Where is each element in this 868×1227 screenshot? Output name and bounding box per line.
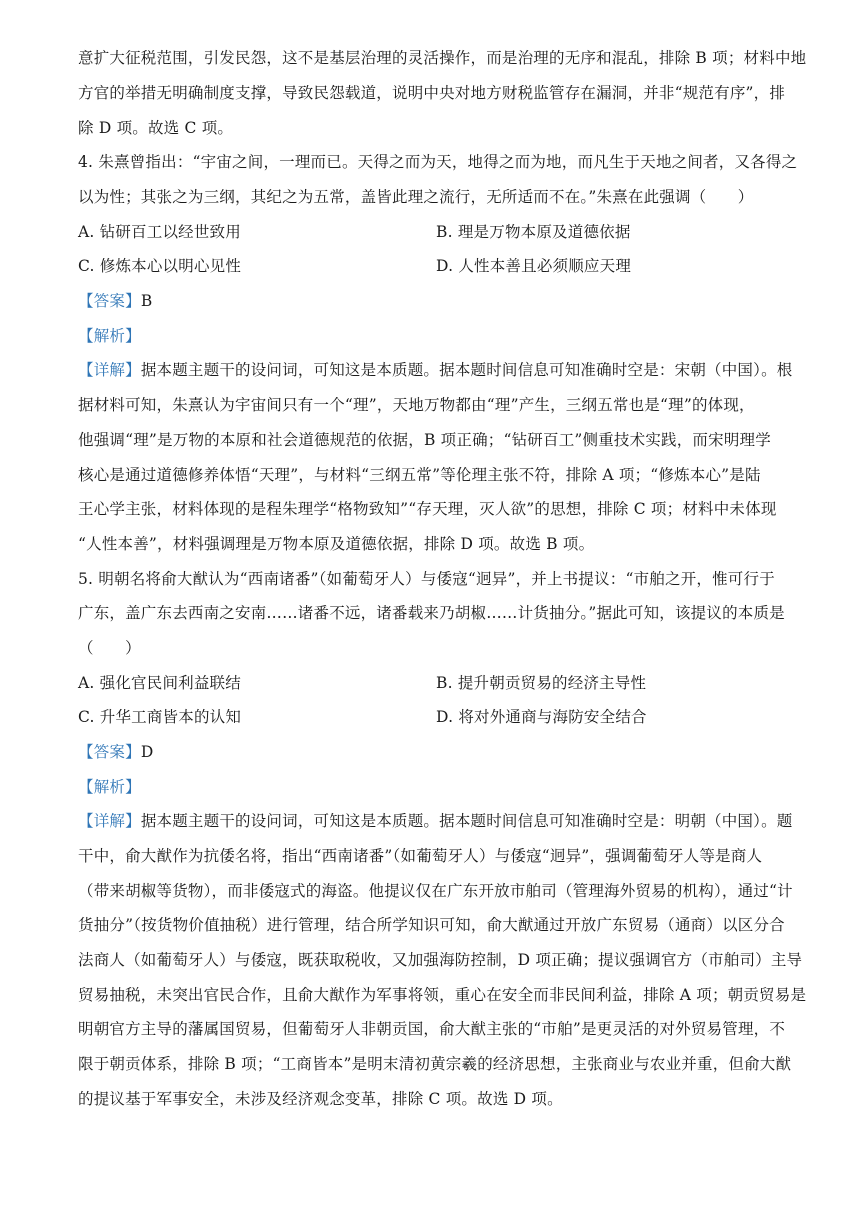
q5-option-d: D. 将对外通商与海防安全结合 [436, 708, 647, 726]
q4-detail-line-6: “人性本善”，材料强调理是万物本原及道德依据，排除 D 项。故选 B 项。 [78, 535, 595, 553]
q5-detail-line-2: 干中，俞大猷作为抗倭名将，指出“西南诸番”（如葡萄牙人）与倭寇“迥异”，强调葡萄牙人等是商人 [78, 847, 763, 865]
q5-answer-value: D [140, 743, 154, 761]
q5-option-b: B. 提升朝贡贸易的经济主导性 [436, 674, 647, 692]
q5-detail-line-4: 货抽分”（按货物价值抽税）进行管理，结合所学知识可知，俞大猷通过开放广东贸易（通商）以区分合 [78, 916, 785, 934]
q5-answer-tag: 【答案】 [78, 743, 141, 761]
q5-analysis-label: 【解析】 [78, 778, 141, 796]
q5-stem-line-2: 广东，盖广东去西南之安南……诸番不远，诸番载来乃胡椒……计货抽分。”据此可知，该提议的本质是 [78, 604, 785, 622]
q5-stem-line-1: 5. 明朝名将俞大猷认为“西南诸番”（如葡萄牙人）与倭寇“迥异”，并上书提议：“市舶之开，惟可行于 [78, 570, 775, 588]
q4-answer-tag: 【答案】 [78, 292, 141, 310]
q4-detail-line-3: 他强调“理”是万物的本原和社会道德规范的依据，B 项正确；“钻研百工”侧重技术实践，而宋明理学 [78, 431, 771, 449]
q5-detail-line-8: 限于朝贡体系，排除 B 项；“工商皆本”是明末清初黄宗羲的经济思想，主张商业与农业并重，但俞大猷 [78, 1055, 792, 1073]
q5-detail-line-7: 明朝官方主导的藩属国贸易，但葡萄牙人非朝贡国，俞大猷主张的“市舶”是更灵活的对外贸易管理，不 [78, 1020, 786, 1038]
q5-answer [78, 742, 153, 762]
q4-detail-line-4: 核心是通过道德修养体悟“天理”，与材料“三纲五常”等伦理主张不符，排除 A 项；“修炼本心”是陆 [78, 466, 761, 484]
q4-analysis-label: 【解析】 [78, 327, 141, 345]
q5-detail-line-6: 贸易抽税，未突出官民合作，且俞大猷作为军事将领，重心在安全而非民间利益，排除 A 项；朝贡贸易是 [78, 986, 807, 1004]
q5-detail-line-3: （带来胡椒等货物），而非倭寇式的海盗。他提议仅在广东开放市舶司（管理海外贸易的机构），通过“计 [78, 882, 793, 900]
q4-detail-line-5: 王心学主张，材料体现的是程朱理学“格物致知”“存天理，灭人欲”的思想，排除 C 项；材料中未体现 [78, 500, 777, 518]
continuation-line-3: 除 D 项。故选 C 项。 [78, 119, 234, 137]
q4-analysis-tag [78, 326, 141, 346]
q5-detail-text-1: 据本题主题干的设问词，可知这是本质题。据本题时间信息可知准确时空是：明朝（中国）。题 [140, 812, 793, 830]
q4-option-c: C. 修炼本心以明心见性 [78, 257, 242, 275]
q4-option-b: B. 理是万物本原及道德依据 [436, 223, 631, 241]
q5-detail-line-9: 的提议基于军事安全，未涉及经济观念变革，排除 C 项。故选 D 项。 [78, 1090, 563, 1108]
q4-answer-value: B [140, 292, 153, 310]
q4-option-d: D. 人性本善且必须顺应天理 [436, 257, 632, 275]
q5-analysis-tag [78, 777, 141, 797]
continuation-line-2: 方官的举措无明确制度支撑，导致民怨载道，说明中央对地方财税监管存在漏洞，并非“规范有序”，排 [78, 84, 786, 102]
q5-detail-line-1 [78, 811, 792, 831]
continuation-line-1: 意扩大征税范围，引发民怨，这不是基层治理的灵活操作，而是治理的无序和混乱，排除 B 项；材料中地 [78, 49, 807, 67]
q4-answer [78, 291, 152, 311]
q4-option-a: A. 钻研百工以经世致用 [78, 223, 241, 241]
q5-stem-line-3: （ ） [78, 639, 141, 657]
q4-detail-line-2: 据材料可知，朱熹认为宇宙间只有一个“理”，天地万物都由“理”产生，三纲五常也是“理”的体现， [78, 396, 755, 414]
q5-detail-line-5: 法商人（如葡萄牙人）与倭寇，既获取税收，又加强海防控制，D 项正确；提议强调官方（市舶司）主导 [78, 951, 803, 969]
q4-detail-text-1: 据本题主题干的设问词，可知这是本质题。据本题时间信息可知准确时空是：宋朝（中国）。根 [140, 361, 793, 379]
q4-stem-line-2: 以为性；其张之为三纲，其纪之为五常，盖皆此理之流行，无所适而不在。”朱熹在此强调（ ） [78, 188, 754, 206]
q5-detail-tag: 【详解】 [78, 812, 141, 830]
q4-detail-tag: 【详解】 [78, 361, 141, 379]
q5-option-c: C. 升华工商皆本的认知 [78, 708, 242, 726]
q4-detail-line-1 [78, 360, 792, 380]
q5-option-a: A. 强化官民间利益联结 [78, 674, 241, 692]
q4-stem-line-1: 4. 朱熹曾指出：“宇宙之间，一理而已。天得之而为天，地得之而为地，而凡生于天地之间者，又各得之 [78, 153, 798, 171]
